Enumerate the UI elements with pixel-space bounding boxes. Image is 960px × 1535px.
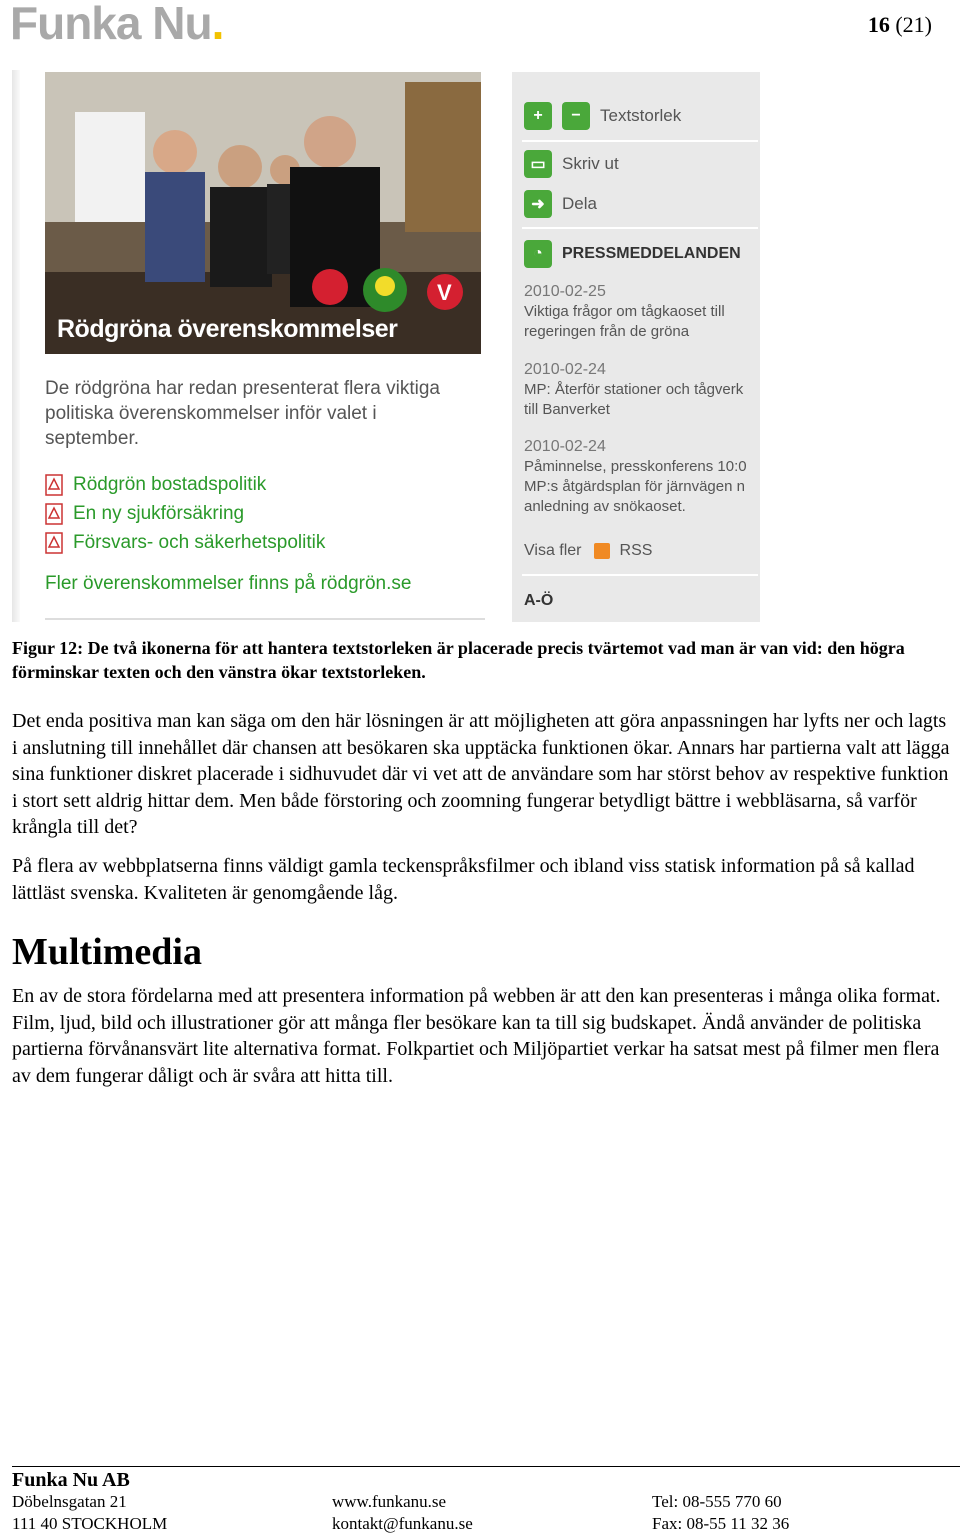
news-date: 2010-02-24	[524, 361, 606, 378]
news-line: Viktiga frågor om tågkaoset till	[524, 303, 725, 320]
footer-company: Funka Nu AB	[12, 1469, 130, 1491]
pdf-icon	[45, 474, 63, 496]
logo-text: Funka Nu	[10, 0, 212, 49]
pdf-link-bostadspolitik[interactable]	[45, 470, 325, 499]
news-line: anledning av snökaoset.	[524, 498, 686, 515]
zoom-in-icon[interactable]: +	[524, 102, 552, 130]
paragraph: Det enda positiva man kan säga om den här lösningen är att möjligheten att göra anpassningen har lyfts ner och lagts i anslutning till innehållet där chansen att besökaren ska upptäcka funktionen ökar. Annars har partierna valt att lägga sina funktioner diskret placerade i sidhuvudet där vi vet att de användare som har störst behov av respektive funktion i stort sett aldrig hittar dem. Men både förstoring och zoomning fungerar betydligt bättre i webbläsarna, så varför krångla till det?	[12, 710, 950, 838]
rss-feed-icon[interactable]: ◔	[524, 240, 552, 268]
sidebar-tools	[512, 72, 760, 622]
intro-text: De rödgröna har redan presenterat flera viktiga politiska överenskommelser inför valet i september.	[45, 378, 441, 449]
print-button[interactable]	[524, 150, 619, 178]
pdf-link-label: En ny sjukförsäkring	[73, 502, 245, 524]
funka-logo	[10, 0, 224, 49]
zoom-out-icon[interactable]: −	[562, 102, 590, 130]
photo-illustration	[45, 72, 481, 354]
news-line: till Banverket	[524, 401, 610, 418]
footer-web	[332, 1491, 473, 1535]
address-street: Döbelnsgatan 21	[12, 1492, 127, 1511]
a-o-link[interactable]: A-Ö	[524, 592, 554, 609]
news-item[interactable]	[524, 437, 760, 517]
footer-address	[12, 1491, 167, 1535]
footer-divider	[12, 1466, 960, 1467]
news-line: MP: Återför stationer och tågverk	[524, 381, 744, 398]
press-heading-row	[524, 240, 741, 268]
paragraph: På flera av webbplatserna finns väldigt gamla teckenspråksfilmer och ibland viss statisk information på så kallad lättläst svenska. Kvaliteten är genomgående låg.	[12, 855, 915, 904]
more-agreements-link[interactable]: Fler överenskommelser finns på rödgrön.se	[45, 573, 412, 594]
figure-caption: Figur 12: De två ikonerna för att hantera textstorleken är placerade precis tvärtemot vad man är van vid: den högra förminskar texten och den vänstra ökar textstorleken.	[12, 638, 905, 682]
pdf-icon	[45, 532, 63, 554]
rss-icon[interactable]	[594, 543, 610, 559]
text-size-label: Textstorlek	[600, 106, 682, 125]
news-item[interactable]	[524, 282, 760, 342]
show-more-link[interactable]: Visa fler	[524, 542, 582, 559]
news-date: 2010-02-25	[524, 283, 606, 300]
figure-border	[12, 70, 20, 622]
rss-link[interactable]: RSS	[619, 542, 653, 559]
figure-screenshot	[12, 70, 762, 622]
page-current: 16	[867, 12, 890, 37]
paragraph: En av de stora fördelarna med att presentera information på webben är att den kan presenteras i många olika format. Film, ljud, bild och illustrationer gör att många fler besökare kan ta till sig budskapet. Ändå använder de politiska partierna förvånansvärt lite alternativa format. Folkpartiet och Miljöpartiet verkar ha satsat mest på filmer men flera av dem fungerar dåligt och är svåra att hitta till.	[12, 985, 941, 1087]
footer-email: kontakt@funkanu.se	[332, 1514, 473, 1533]
pdf-link-label: Försvars- och säkerhetspolitik	[73, 531, 326, 553]
page-total: (21)	[895, 12, 932, 37]
photo-caption: Rödgröna överenskommelser	[57, 315, 398, 343]
logo-dot: .	[211, 0, 224, 49]
sidebar-divider	[522, 574, 758, 576]
pdf-icon	[45, 503, 63, 525]
more-news-row	[524, 542, 652, 560]
share-icon: ➜	[524, 190, 552, 218]
campaign-photo	[45, 72, 481, 354]
print-icon: ▭	[524, 150, 552, 178]
page-number	[868, 12, 932, 38]
figure-divider	[45, 618, 485, 620]
sidebar-divider	[522, 227, 758, 229]
footer-phone	[652, 1491, 789, 1535]
address-city: 111 40 STOCKHOLM	[12, 1514, 168, 1533]
news-line: Påminnelse, presskonferens 10:0	[524, 458, 747, 475]
share-button[interactable]	[524, 190, 597, 218]
print-label: Skriv ut	[562, 154, 619, 173]
press-heading: PRESSMEDDELANDEN	[562, 245, 741, 262]
news-item[interactable]	[524, 360, 760, 420]
footer-fax: Fax: 08-55 11 32 36	[652, 1514, 790, 1533]
pdf-link-sjukforsakring[interactable]	[45, 499, 325, 528]
pdf-link-forsvar[interactable]	[45, 528, 325, 557]
news-line: regeringen från de gröna	[524, 323, 690, 340]
sidebar-divider	[522, 140, 758, 142]
share-label: Dela	[562, 194, 597, 213]
news-line: MP:s åtgärdsplan för järnvägen n	[524, 478, 745, 495]
pdf-link-list	[45, 470, 325, 557]
footer-website: www.funkanu.se	[332, 1492, 447, 1511]
svg-text:V: V	[437, 280, 452, 305]
pdf-link-label: Rödgrön bostadspolitik	[73, 473, 267, 495]
footer-tel: Tel: 08-555 770 60	[652, 1492, 782, 1511]
news-date: 2010-02-24	[524, 438, 606, 455]
section-heading: Multimedia	[12, 931, 202, 973]
text-size-tools	[524, 102, 681, 130]
